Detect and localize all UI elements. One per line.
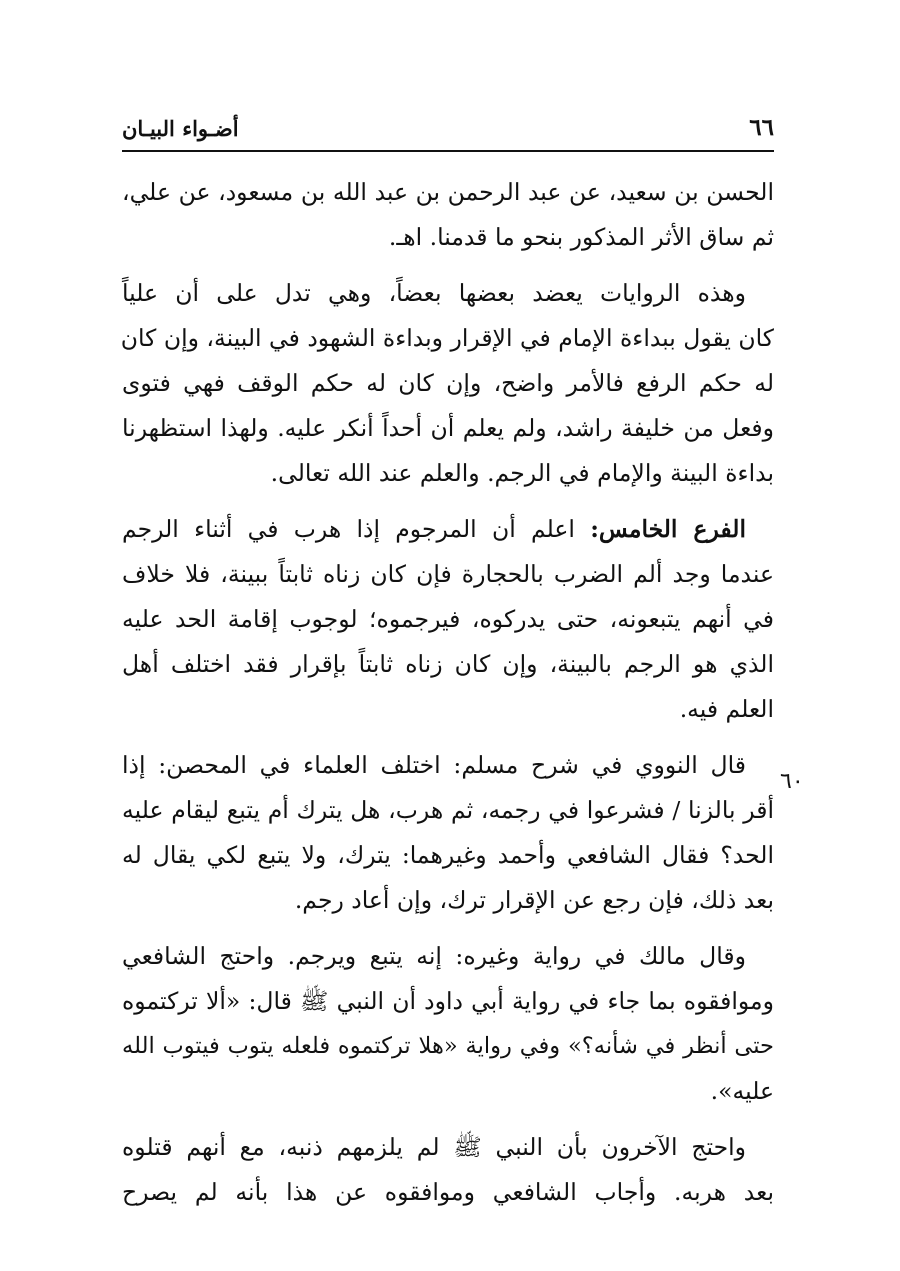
text-line: في أنهم يتبعونه، حتى يدركوه، فيرجموه؛ لوجوب إقامة الحد عليه: [122, 605, 774, 633]
text-line: الحد؟ فقال الشافعي وأحمد وغيرهما: يترك، ولا يتبع لكي يقال له: [122, 841, 774, 869]
text-line-rest: اعلم أن المرجوم إذا هرب في أثناء الرجم: [122, 515, 575, 543]
text-line: الحسن بن سعيد، عن عبد الرحمن بن عبد الله بن مسعود، عن علي،: [122, 178, 774, 206]
text-line: كان يقول ببداءة الإمام في الإقرار وبداءة الشهود في البينة، وإن كان: [120, 324, 774, 352]
paragraph-3: [122, 507, 774, 732]
text-line: له حكم الرفع فالأمر واضح، وإن كان له حكم الوقف فهي فتوى: [122, 369, 774, 397]
text-line: قال النووي في شرح مسلم: اختلف العلماء في المحصن: إذا: [122, 751, 746, 779]
text-line: وقال مالك في رواية وغيره: إنه يتبع ويرجم. واحتج الشافعي: [122, 942, 746, 970]
paragraph-6: [122, 1125, 774, 1215]
text-line: بعد هربه. وأجاب الشافعي وموافقوه عن هذا بأنه لم يصرح: [122, 1178, 774, 1206]
text-line: بداءة البينة والإمام في الرجم. والعلم عند الله تعالى.: [270, 459, 774, 487]
text-line: وفعل من خليفة راشد، ولم يعلم أن أحداً أنكر عليه. ولهذا استظهرنا: [122, 414, 774, 442]
book-title: أضـواء البيـان: [122, 116, 239, 141]
text-line: عليه».: [710, 1077, 774, 1105]
text-line: حتى أنظر في شأنه؟» وفي رواية «هلا تركتموه فلعله يتوب فيتوب الله: [122, 1033, 774, 1059]
margin-page-reference: ٦٠: [780, 769, 804, 794]
paragraph-1: [122, 170, 774, 260]
text-line: وهذه الروايات يعضد بعضها بعضاً، وهي تدل على أن علياً: [122, 279, 746, 307]
text-line: بعد ذلك، فإن رجع عن الإقرار ترك، وإن أعاد رجم.: [294, 886, 774, 914]
paragraph-5: [122, 934, 774, 1114]
header-rule: [122, 150, 774, 152]
text-line: ثم ساق الأثر المذكور بنحو ما قدمنا. اهـ.: [388, 223, 774, 251]
text-line: الذي هو الرجم بالبينة، وإن كان زناه ثابتاً بإقرار فقد اختلف أهل: [122, 650, 774, 678]
paragraph-2: [122, 271, 774, 496]
text-line: وموافقوه بما جاء في رواية أبي داود أن النبي ﷺ قال: «ألا تركتموه: [122, 987, 774, 1015]
running-header: [122, 112, 774, 152]
text-line: أقر بالزنا / فشرعوا في رجمه، ثم هرب، هل يترك أم يتبع ليقام عليه: [122, 796, 774, 824]
text-line: العلم فيه.: [679, 695, 774, 723]
text-line: عندما وجد ألم الضرب بالحجارة فإن كان زناه ثابتاً ببينة، فلا خلاف: [122, 560, 774, 588]
text-line: [122, 507, 774, 552]
page-number: ٦٦: [749, 114, 774, 141]
page-body: [122, 170, 774, 1226]
section-heading: الفرع الخامس:: [590, 515, 746, 543]
text-line: واحتج الآخرون بأن النبي ﷺ لم يلزمهم ذنبه، مع أنهم قتلوه: [122, 1133, 746, 1161]
paragraph-4: [122, 743, 774, 923]
